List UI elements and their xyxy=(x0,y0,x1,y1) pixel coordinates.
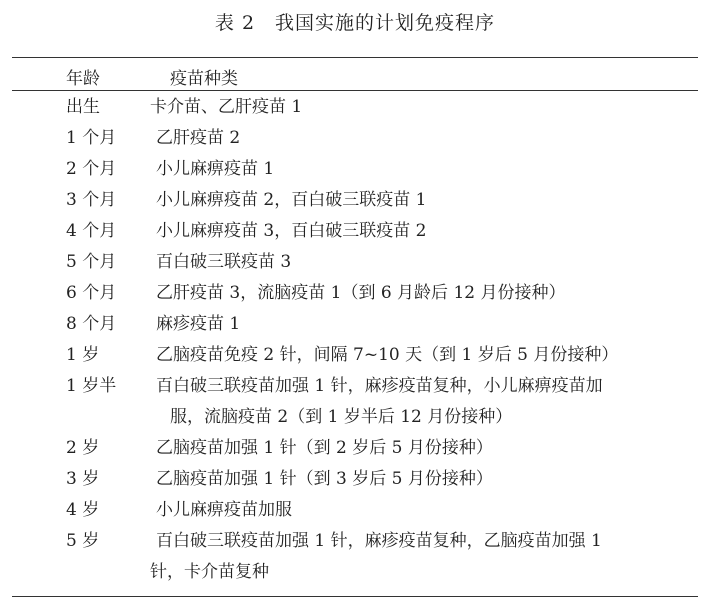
table-bottom-rule xyxy=(12,596,698,597)
header-vaccine: 疫苗种类 xyxy=(170,69,238,89)
vaccine-cell: 小儿麻痹疫苗 2，百白破三联疫苗 1 xyxy=(156,190,427,210)
age-cell: 5 岁 xyxy=(66,531,100,551)
age-cell: 5 个月 xyxy=(66,252,117,272)
vaccine-cell xyxy=(156,371,696,433)
table-row xyxy=(0,154,710,185)
vaccine-line-2: 针，卡介苗复种 xyxy=(150,562,269,582)
table-row xyxy=(0,340,710,371)
age-cell: 4 岁 xyxy=(66,500,100,520)
age-cell: 2 岁 xyxy=(66,438,100,458)
vaccine-line-1: 百白破三联疫苗加强 1 针，麻疹疫苗复种，乙脑疫苗加强 1 xyxy=(156,531,602,551)
age-cell: 3 岁 xyxy=(66,469,100,489)
vaccine-line-2: 服，流脑疫苗 2（到 1 岁半后 12 月份接种） xyxy=(170,407,513,427)
vaccine-cell: 乙肝疫苗 2 xyxy=(156,128,241,148)
age-cell: 1 岁半 xyxy=(66,376,117,396)
header-age: 年龄 xyxy=(66,69,100,89)
vaccine-cell: 乙脑疫苗免疫 2 针，间隔 7~10 天（到 1 岁后 5 月份接种） xyxy=(156,345,619,365)
vaccine-cell: 乙肝疫苗 3，流脑疫苗 1（到 6 月龄后 12 月份接种） xyxy=(156,283,566,303)
age-cell: 2 个月 xyxy=(66,159,117,179)
age-cell: 3 个月 xyxy=(66,190,117,210)
vaccine-cell: 麻疹疫苗 1 xyxy=(156,314,241,334)
table-row xyxy=(0,185,710,216)
vaccine-cell: 乙脑疫苗加强 1 针（到 2 岁后 5 月份接种） xyxy=(156,438,493,458)
table-row xyxy=(0,464,710,495)
table-row xyxy=(0,309,710,340)
vaccine-cell xyxy=(150,526,696,588)
age-cell: 8 个月 xyxy=(66,314,117,334)
vaccine-cell: 小儿麻痹疫苗 3，百白破三联疫苗 2 xyxy=(156,221,427,241)
table-row xyxy=(0,371,710,433)
vaccine-cell: 百白破三联疫苗 3 xyxy=(156,252,292,272)
table-row xyxy=(0,123,710,154)
table-header-rule xyxy=(12,90,698,91)
age-cell: 6 个月 xyxy=(66,283,117,303)
vaccine-cell: 小儿麻痹疫苗加服 xyxy=(156,500,292,520)
age-cell: 1 个月 xyxy=(66,128,117,148)
table-row xyxy=(0,216,710,247)
age-cell: 1 岁 xyxy=(66,345,100,365)
vaccine-cell: 卡介苗、乙肝疫苗 1 xyxy=(150,97,303,117)
table-top-rule xyxy=(12,57,698,58)
age-cell: 出生 xyxy=(66,97,100,117)
table-header xyxy=(0,62,710,89)
table-row xyxy=(0,247,710,278)
table-row xyxy=(0,495,710,526)
vaccine-cell: 小儿麻痹疫苗 1 xyxy=(156,159,275,179)
table-row xyxy=(0,92,710,123)
table-body xyxy=(0,92,710,588)
vaccine-line-1: 百白破三联疫苗加强 1 针，麻疹疫苗复种，小儿麻痹疫苗加 xyxy=(156,376,603,396)
table-row xyxy=(0,433,710,464)
age-cell: 4 个月 xyxy=(66,221,117,241)
vaccine-cell: 乙脑疫苗加强 1 针（到 3 岁后 5 月份接种） xyxy=(156,469,493,489)
table-row xyxy=(0,278,710,309)
table-row xyxy=(0,526,710,588)
table-title: 表 2 我国实施的计划免疫程序 xyxy=(214,12,496,34)
